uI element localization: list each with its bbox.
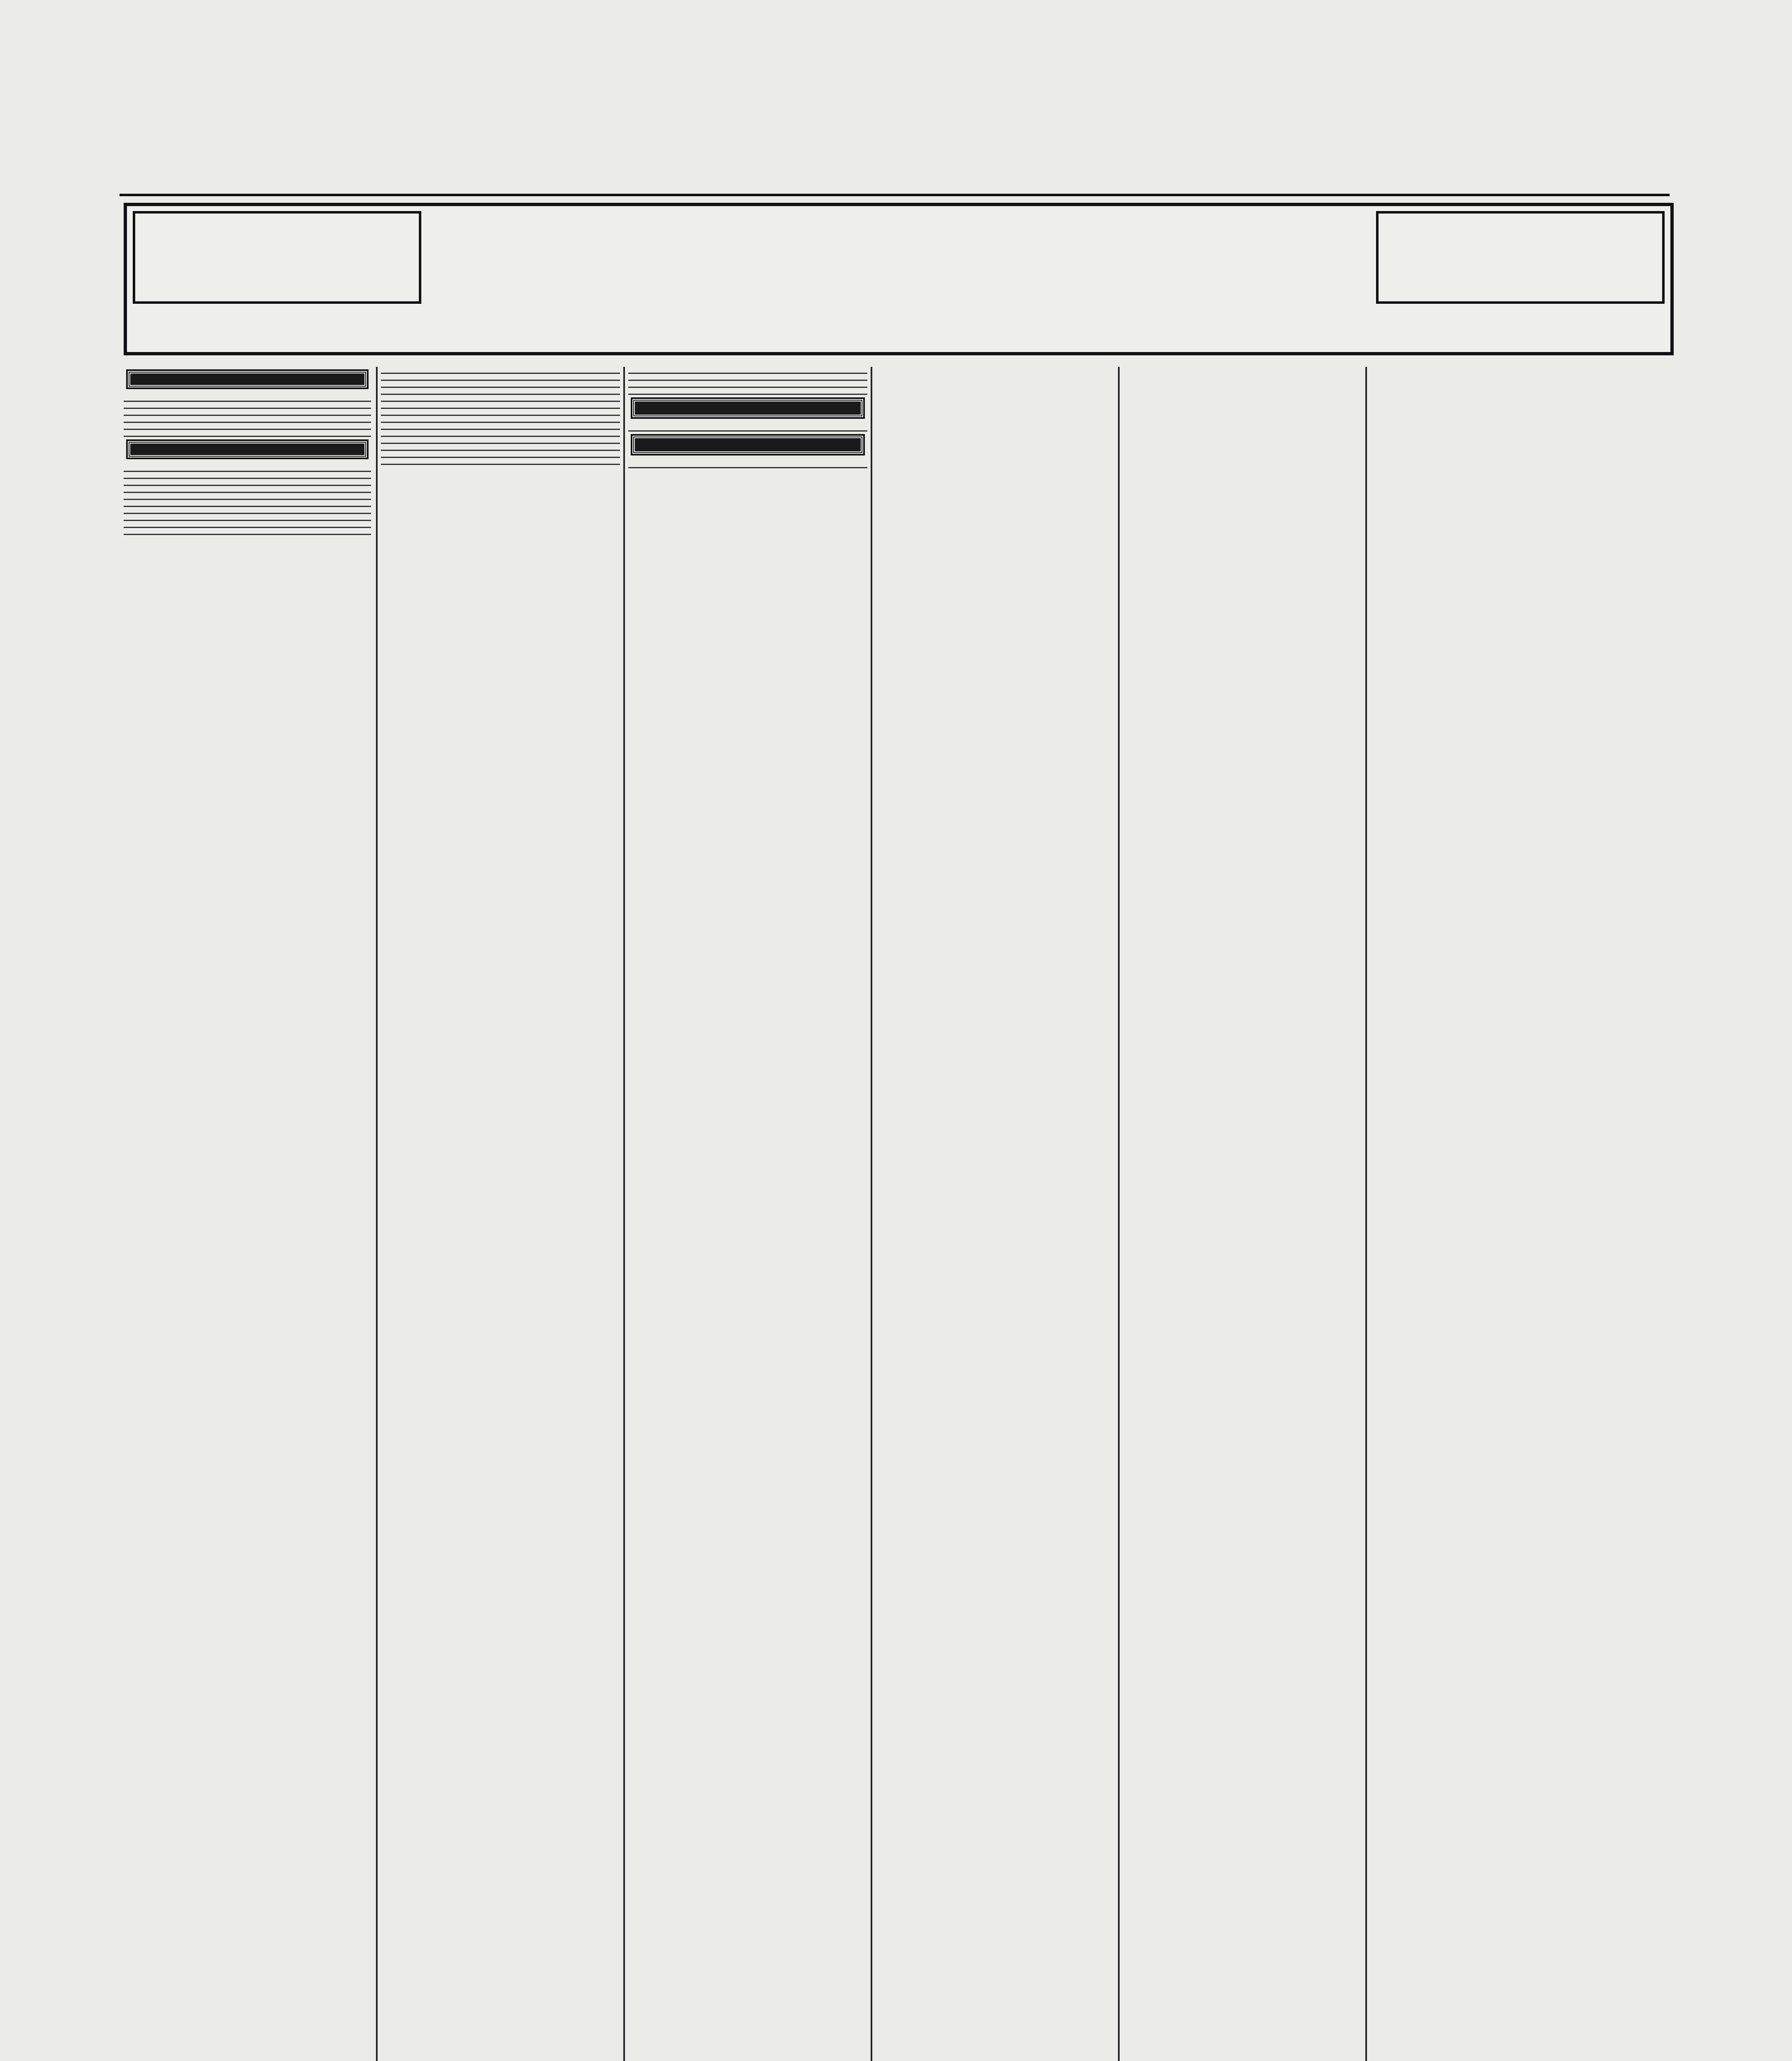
ad-item [381,430,620,437]
ad-item [628,461,867,468]
column-2 [381,367,620,2061]
ad-item [381,423,620,430]
ad-item [124,465,371,472]
section-banner-nabidnuti [128,441,367,458]
header-rule [120,194,1670,196]
rate-box-weekday [133,211,421,304]
ad-item [124,514,371,521]
ad-item [124,472,371,479]
column-rule [376,367,378,2061]
ad-item [381,367,620,374]
ad-item [381,402,620,409]
ad-item [124,402,371,409]
column-rule [623,367,625,2061]
ad-item [381,374,620,381]
section-banner-dopisy [128,371,367,387]
ad-item [124,500,371,507]
masthead-title-block [436,209,1368,213]
ad-item [628,425,867,432]
ad-item [124,493,371,500]
ad-item [124,486,371,493]
ad-item [628,374,867,381]
ad-item [381,451,620,458]
header-page-date [124,167,138,190]
ad-item [124,423,371,430]
column-3 [628,367,867,2061]
column-1 [124,367,371,2061]
rate-box-sunday [1376,211,1665,304]
ad-item [124,409,371,416]
ad-item [381,444,620,451]
ad-item [124,528,371,535]
header-date-issue [1651,167,1665,190]
ad-group [124,465,371,535]
masthead [124,203,1674,355]
column-rule [1365,367,1367,2061]
ad-item [124,416,371,423]
ad-item [124,395,371,402]
column-rule [1118,367,1120,2061]
ad-item [381,416,620,423]
ad-item [381,458,620,465]
ad-item [124,479,371,486]
section-banner-blahoprani [632,399,863,417]
ad-item [124,430,371,437]
ad-item [381,409,620,416]
section-banner-vyucovani [632,436,863,454]
ad-item [381,381,620,388]
ad-item [628,367,867,374]
ad-item [381,437,620,444]
ad-item [628,381,867,388]
ad-item [124,521,371,528]
running-head [124,153,1665,190]
ad-group [124,395,371,437]
ad-item [381,395,620,402]
ad-item [628,388,867,395]
column-rule [871,367,872,2061]
ad-item [124,507,371,514]
ad-item [381,388,620,395]
